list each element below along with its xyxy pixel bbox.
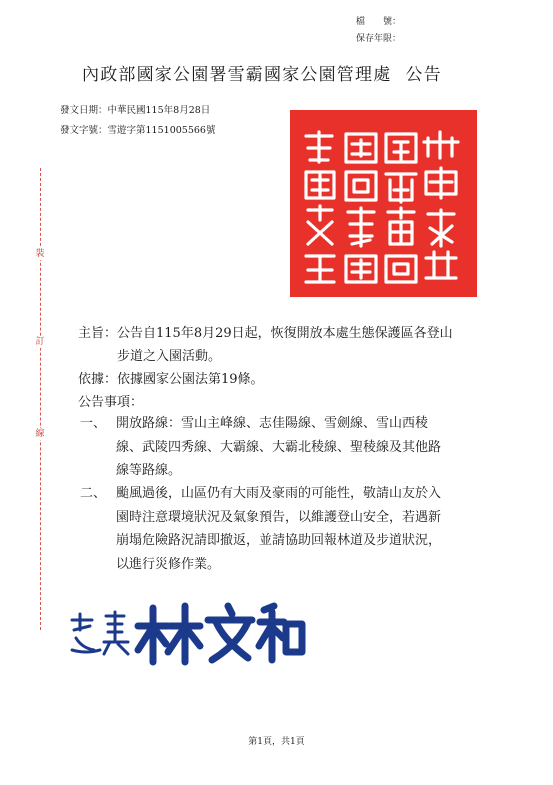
subject-text-1: 公告自115年8月29日起，恢復開放本處生態保護區各登山 (117, 326, 453, 341)
basis-text: 依據國家公園法第19條。 (117, 372, 264, 387)
binding-char-2: 訂 (35, 337, 45, 347)
official-seal-graphic (290, 110, 477, 297)
binding-char-3: 線 (35, 429, 45, 439)
item-1-line-3: 線等路線。 (116, 463, 182, 478)
document-type: 公告 (405, 65, 442, 85)
item-2-line-3: 崩塌危險路況請即撤返，並請協助回報林道及步道狀況， (116, 533, 442, 548)
item-1-line-2: 線、武陵四秀線、大霸線、大霸北稜線、聖稜線及其他路 (116, 439, 442, 455)
reference-number-label: 發文字號： (60, 125, 108, 136)
file-number-field (356, 14, 447, 27)
item-1-line-1: 開放路線：雪山主峰線、志佳陽線、雪劍線、雪山西稜 (116, 416, 429, 431)
official-seal (290, 110, 477, 297)
reference-number (60, 122, 215, 136)
issue-date-label: 發文日期： (60, 105, 108, 116)
issue-date (60, 102, 210, 116)
subject-label: 主旨： (78, 326, 118, 341)
item-1-number: 一、 (80, 416, 107, 431)
subject-line-2: 步道之入園活動。 (117, 349, 222, 364)
signature-graphic (66, 598, 306, 673)
issuing-agency: 內政部國家公園署雪霸國家公園管理處 (82, 65, 392, 85)
binding-margin-line (40, 168, 41, 630)
subject-line-1 (78, 322, 453, 345)
file-number-label: 檔 號： (356, 17, 402, 27)
item-2-number: 二、 (80, 486, 107, 501)
retention-period-field (356, 31, 447, 44)
issue-date-value: 中華民國115年8月28日 (107, 105, 211, 116)
basis-label: 依據： (78, 372, 118, 387)
basis-line (78, 368, 264, 391)
item-2-line-2: 園時注意環境狀況及氣象預告，以維護登山安全，若遇新 (116, 509, 442, 525)
retention-period-label: 保存年限： (356, 34, 402, 44)
reference-number-value: 雪遊字第1151005566號 (107, 125, 216, 136)
page-number: 第1頁，共1頁 (248, 737, 305, 747)
director-signature (66, 598, 306, 673)
item-2-line-4: 以進行災修作業。 (116, 556, 221, 572)
item-2-line-1: 颱風過後，山區仍有大雨及豪雨的可能性，敬請山友於入 (116, 486, 442, 501)
binding-char-1: 裝 (35, 249, 45, 259)
items-heading: 公告事項： (78, 395, 144, 410)
document-title (82, 60, 442, 85)
